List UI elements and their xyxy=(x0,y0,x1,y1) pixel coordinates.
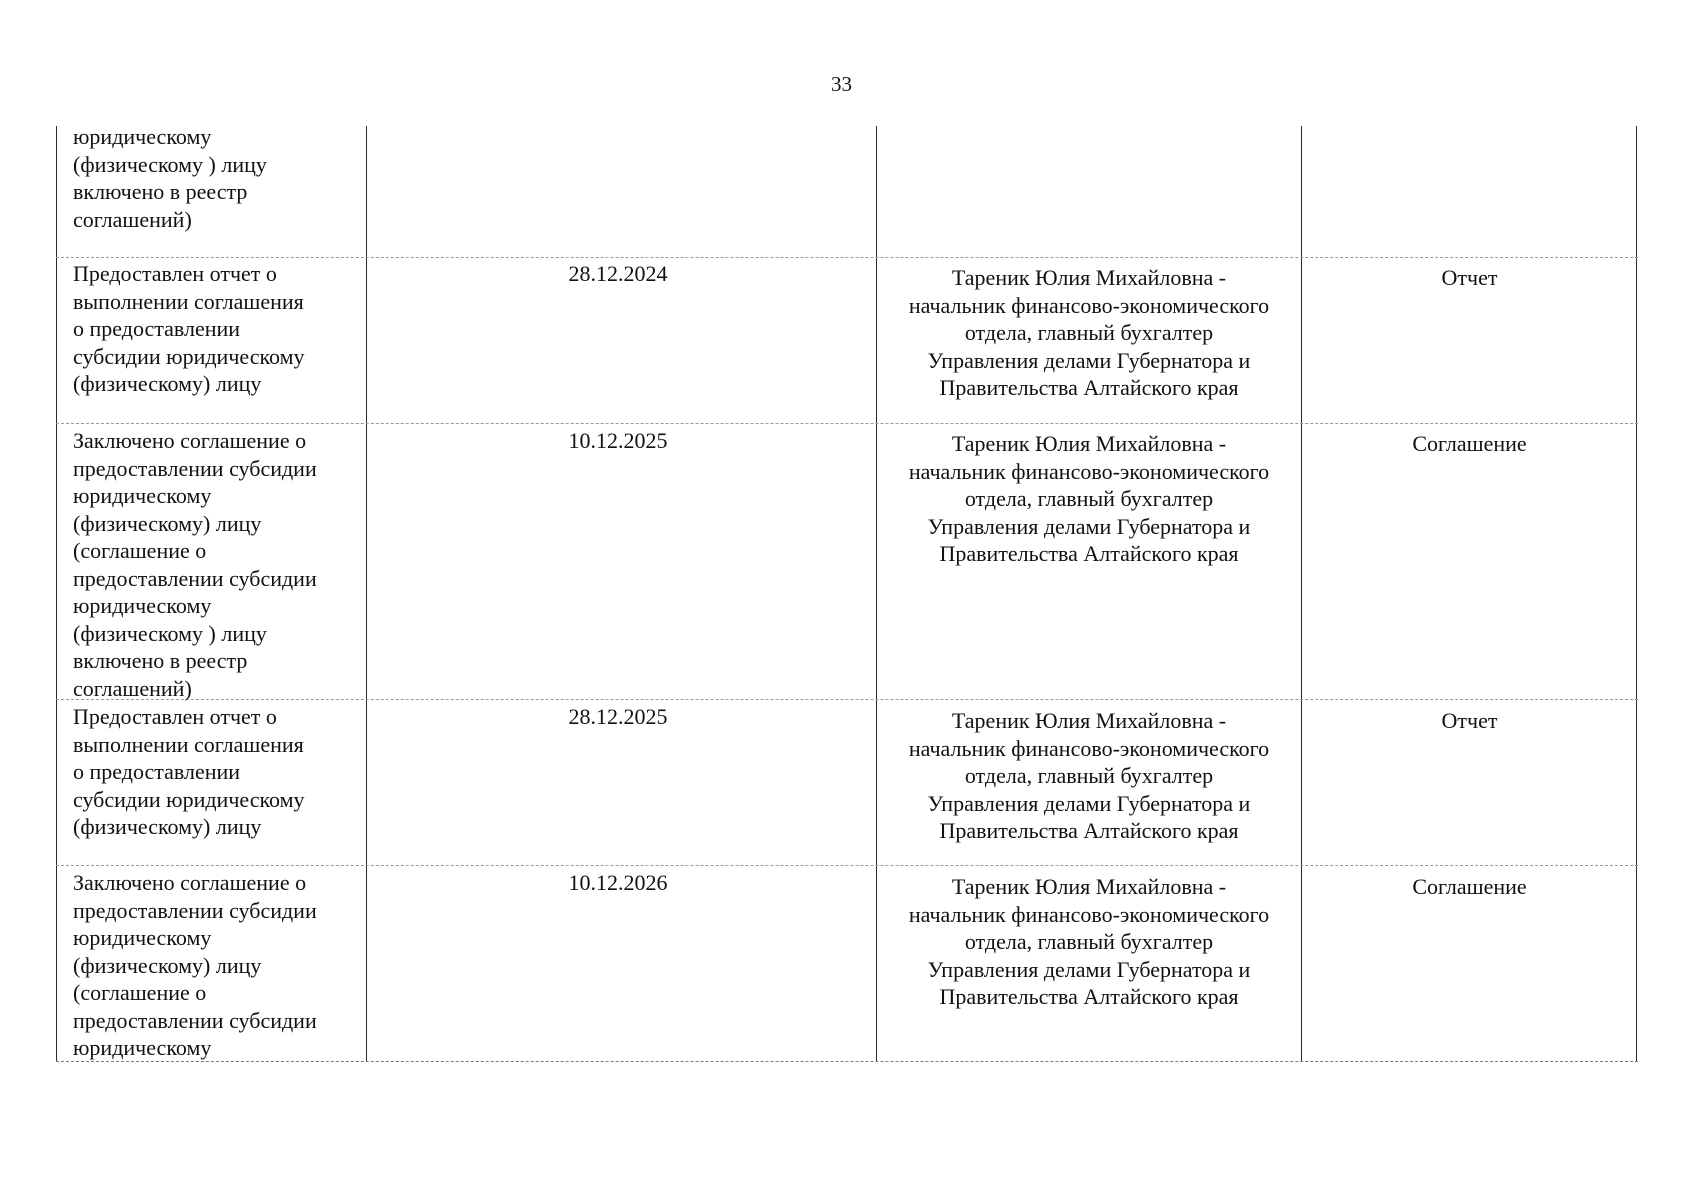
table-row-4-date: 10.12.2026 xyxy=(568,870,668,895)
table-row-2-document: Соглашение xyxy=(1412,431,1527,456)
table-row-4-event: Заключено соглашение о предоставлении субсидии юридическому (физическому) лицу (соглашение о предоставлении субсидии юридическому xyxy=(73,870,317,1060)
table-row-4-responsible: Тареник Юлия Михайловна - начальник финансово-экономического отдела, главный бухгалтер Управления делами Губернатора и Правительства Алтайского края xyxy=(908,874,1270,1009)
events-table xyxy=(56,126,1638,1062)
table-row-3-responsible: Тареник Юлия Михайловна - начальник финансово-экономического отдела, главный бухгалтер Управления делами Губернатора и Правительства Алтайского края xyxy=(908,708,1270,843)
table-row-3-event: Предоставлен отчет о выполнении соглашения о предоставлении субсидии юридическому (физическому) лицу xyxy=(73,704,305,839)
page-number: 33 xyxy=(831,72,852,96)
row-separator xyxy=(56,257,1638,258)
table-row-3-document: Отчет xyxy=(1441,708,1498,733)
table-row-2-date: 10.12.2025 xyxy=(568,428,668,453)
table-row-1-responsible: Тареник Юлия Михайловна - начальник финансово-экономического отдела, главный бухгалтер Управления делами Губернатора и Правительства Алтайского края xyxy=(908,265,1270,400)
table-row-1-event: Предоставлен отчет о выполнении соглашения о предоставлении субсидии юридическому (физическому) лицу xyxy=(73,261,305,396)
table-row-2-responsible: Тареник Юлия Михайловна - начальник финансово-экономического отдела, главный бухгалтер Управления делами Губернатора и Правительства Алтайского края xyxy=(908,431,1270,566)
row-separator xyxy=(56,865,1638,866)
row-separator xyxy=(56,423,1638,424)
table-row-3-date: 28.12.2025 xyxy=(568,704,668,729)
table-row-1-date: 28.12.2024 xyxy=(568,261,668,286)
table-row-1-document: Отчет xyxy=(1441,265,1498,290)
table-border-left xyxy=(56,126,57,1062)
table-row-0-event: юридическому (физическому ) лицу включено в реестр соглашений) xyxy=(73,124,267,232)
table-row-2-event: Заключено соглашение о предоставлении субсидии юридическому (физическому) лицу (соглашение о предоставлении субсидии юридическому (физическому ) лицу включено в реестр соглашений) xyxy=(73,428,317,701)
table-row-4-document: Соглашение xyxy=(1412,874,1527,899)
